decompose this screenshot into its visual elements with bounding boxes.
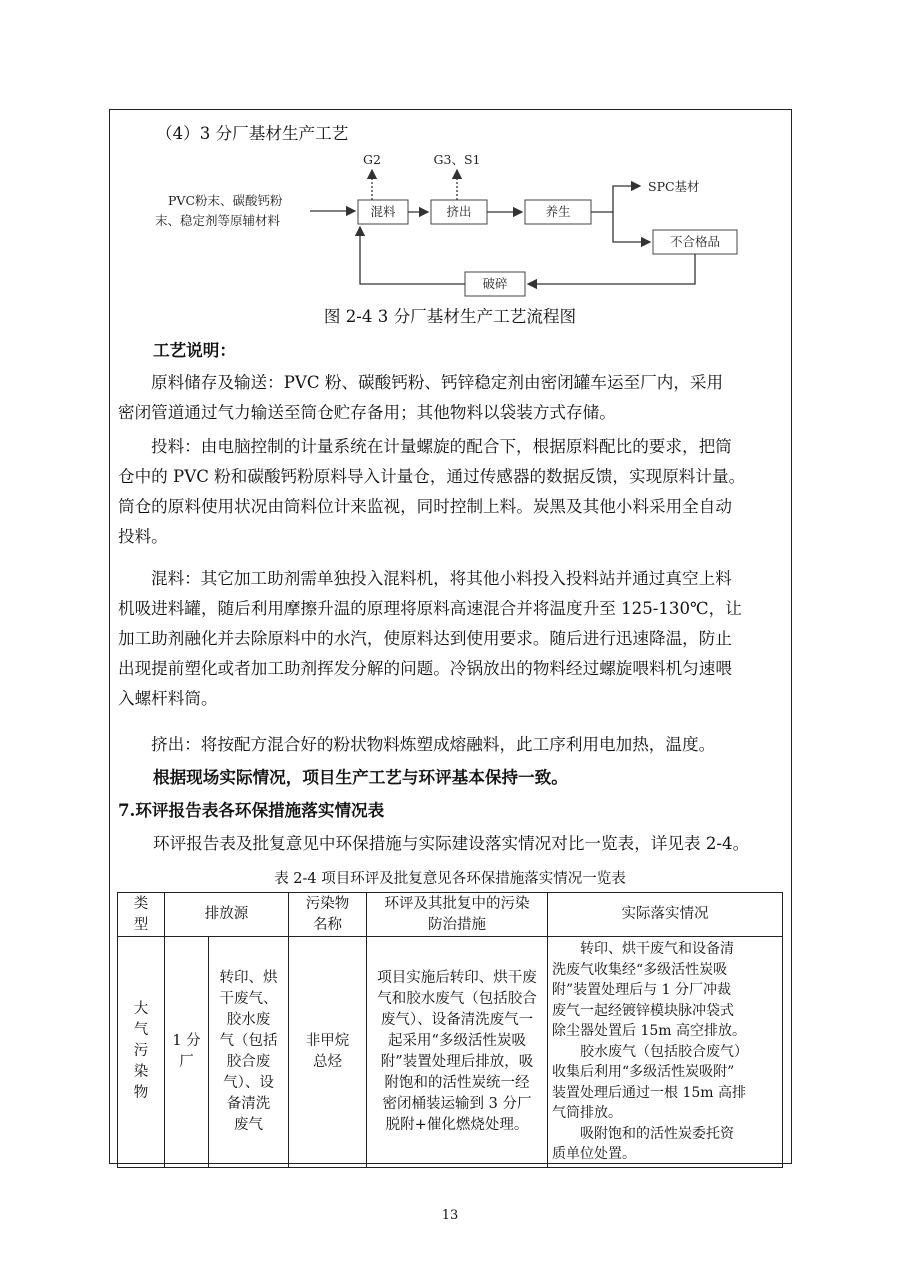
header-pollutant: 污染物 名称 [289, 893, 367, 937]
table-header-row [118, 893, 783, 937]
paragraph-line: 投料：由电脑控制的计量系统在计量螺旋的配合下，根据原料配比的要求，把筒 [151, 437, 732, 456]
page-number: 13 [441, 1208, 459, 1223]
section7-heading: 7.环评报告表各环保措施落实情况表 [118, 800, 385, 820]
cell-measure: 项目实施后转印、烘干废 气和胶水废气（包括胶合 废气）、设备清洗废气一 起采用“多级活性炭吸 附”装置处理后排放，吸 附饱和的活性炭统一经 密闭桶装运输到 3 分厂 脱附+催化燃烧处理。 [367, 937, 548, 1168]
section-heading: （4）3 分厂基材生产工艺 [156, 124, 349, 143]
process-title: 工艺说明： [153, 340, 236, 360]
paragraph-storage [118, 368, 783, 428]
paragraph-line: 加工助剂融化并去除原料中的水汽，使原料达到使用要求。随后进行迅速降温，防止 [118, 629, 732, 648]
header-actual: 实际落实情况 [548, 893, 783, 937]
arrow-curing-reject [613, 212, 650, 242]
section7-text: 环评报告表及批复意见中环保措施与实际建设落实情况对比一览表，详见表 2-4。 [153, 834, 750, 853]
paragraph-line: 混料：其它加工助剂需单独投入混料机，将其他小料投入投料站并通过真空上料 [151, 569, 732, 588]
emission-g3s1-label: G3、S1 [433, 152, 481, 167]
input-label-line1: PVC粉末、碳酸钙粉 [168, 193, 283, 208]
paragraph-mixing [118, 564, 783, 714]
header-source: 排放源 [165, 893, 289, 937]
header-measure: 环评及其批复中的污染 防治措施 [367, 893, 548, 937]
mixing-label: 混料 [370, 204, 396, 219]
measures-table [117, 892, 783, 1168]
extrusion-label: 挤出 [446, 204, 472, 219]
reject-label: 不合格品 [669, 234, 721, 249]
crushing-label: 破碎 [482, 276, 508, 291]
paragraph-line: 仓中的 PVC 粉和碳酸钙粉原料导入计量仓，通过传感器的数据反馈，实现原料计量。 [118, 467, 746, 486]
cell-source: 转印、烘 干废气、 胶水废 气（包括 胶合废 气）、设 备清洗 废气 [209, 937, 289, 1168]
conclusion: 根据现场实际情况，项目生产工艺与环评基本保持一致。 [153, 767, 568, 787]
emission-g2-label: G2 [363, 152, 381, 167]
paragraph-feeding [118, 432, 783, 552]
arrow-crush-mixing [360, 227, 465, 284]
paragraph-line: 原料储存及输送：PVC 粉、碳酸钙粉、钙锌稳定剂由密闭罐车运至厂内，采用 [151, 373, 724, 392]
table-caption: 表 2-4 项目环评及批复意见各环保措施落实情况一览表 [274, 871, 626, 887]
cell-actual: 转印、烘干废气和设备清 洗废气收集经“多级活性炭吸 附”装置处理后与 1 分厂冲裁 废气一起经镀锌模块脉冲袋式 除尘器处置后 15m 高空排放。 胶水废气（包括胶合废气） 收集后利用“多级活性炭吸附” 装置处理后通过一根 15m 高排 气筒排放。 吸附饱和的活性炭委托资 质单位处置。 [548, 937, 783, 1168]
paragraph-line: 挤出：将按配方混合好的粉状物料炼塑成熔融料，此工序利用电加热，温度。 [151, 735, 716, 754]
paragraph-line: 投料。 [118, 527, 168, 546]
spc-output-label: SPC基材 [648, 179, 700, 194]
curing-label: 养生 [545, 204, 571, 219]
paragraph-extrusion [118, 730, 783, 760]
paragraph-line: 出现提前塑化或者加工助剂挥发分解的问题。冷锅放出的物料经过螺旋喂料机匀速喂 [118, 659, 732, 678]
cell-pollutant: 非甲烷 总烃 [289, 937, 367, 1168]
table-row [118, 937, 783, 1168]
paragraph-line: 入螺杆料筒。 [118, 689, 218, 708]
paragraph-line: 筒仓的原料使用状况由筒料位计来监视，同时控制上料。炭黑及其他小料采用全自动 [118, 497, 732, 516]
paragraph-line: 机吸进料罐，随后利用摩擦升温的原理将原料高速混合并将温度升至 125-130℃，让 [118, 599, 742, 618]
arrow-curing-spc [591, 186, 640, 212]
figure-caption: 图 2-4 3 分厂基材生产工艺流程图 [323, 307, 577, 326]
paragraph-line: 密闭管道通过气力输送至筒仓贮存备用；其他物料以袋装方式存储。 [118, 403, 616, 422]
arrow-reject-crush [528, 254, 695, 284]
header-type: 类 型 [118, 893, 165, 937]
process-flowchart [150, 148, 770, 298]
cell-type: 大 气 污 染 物 [118, 937, 165, 1168]
input-label-line2: 末、稳定剂等原辅材料 [155, 213, 281, 228]
cell-plant: 1 分 厂 [165, 937, 209, 1168]
